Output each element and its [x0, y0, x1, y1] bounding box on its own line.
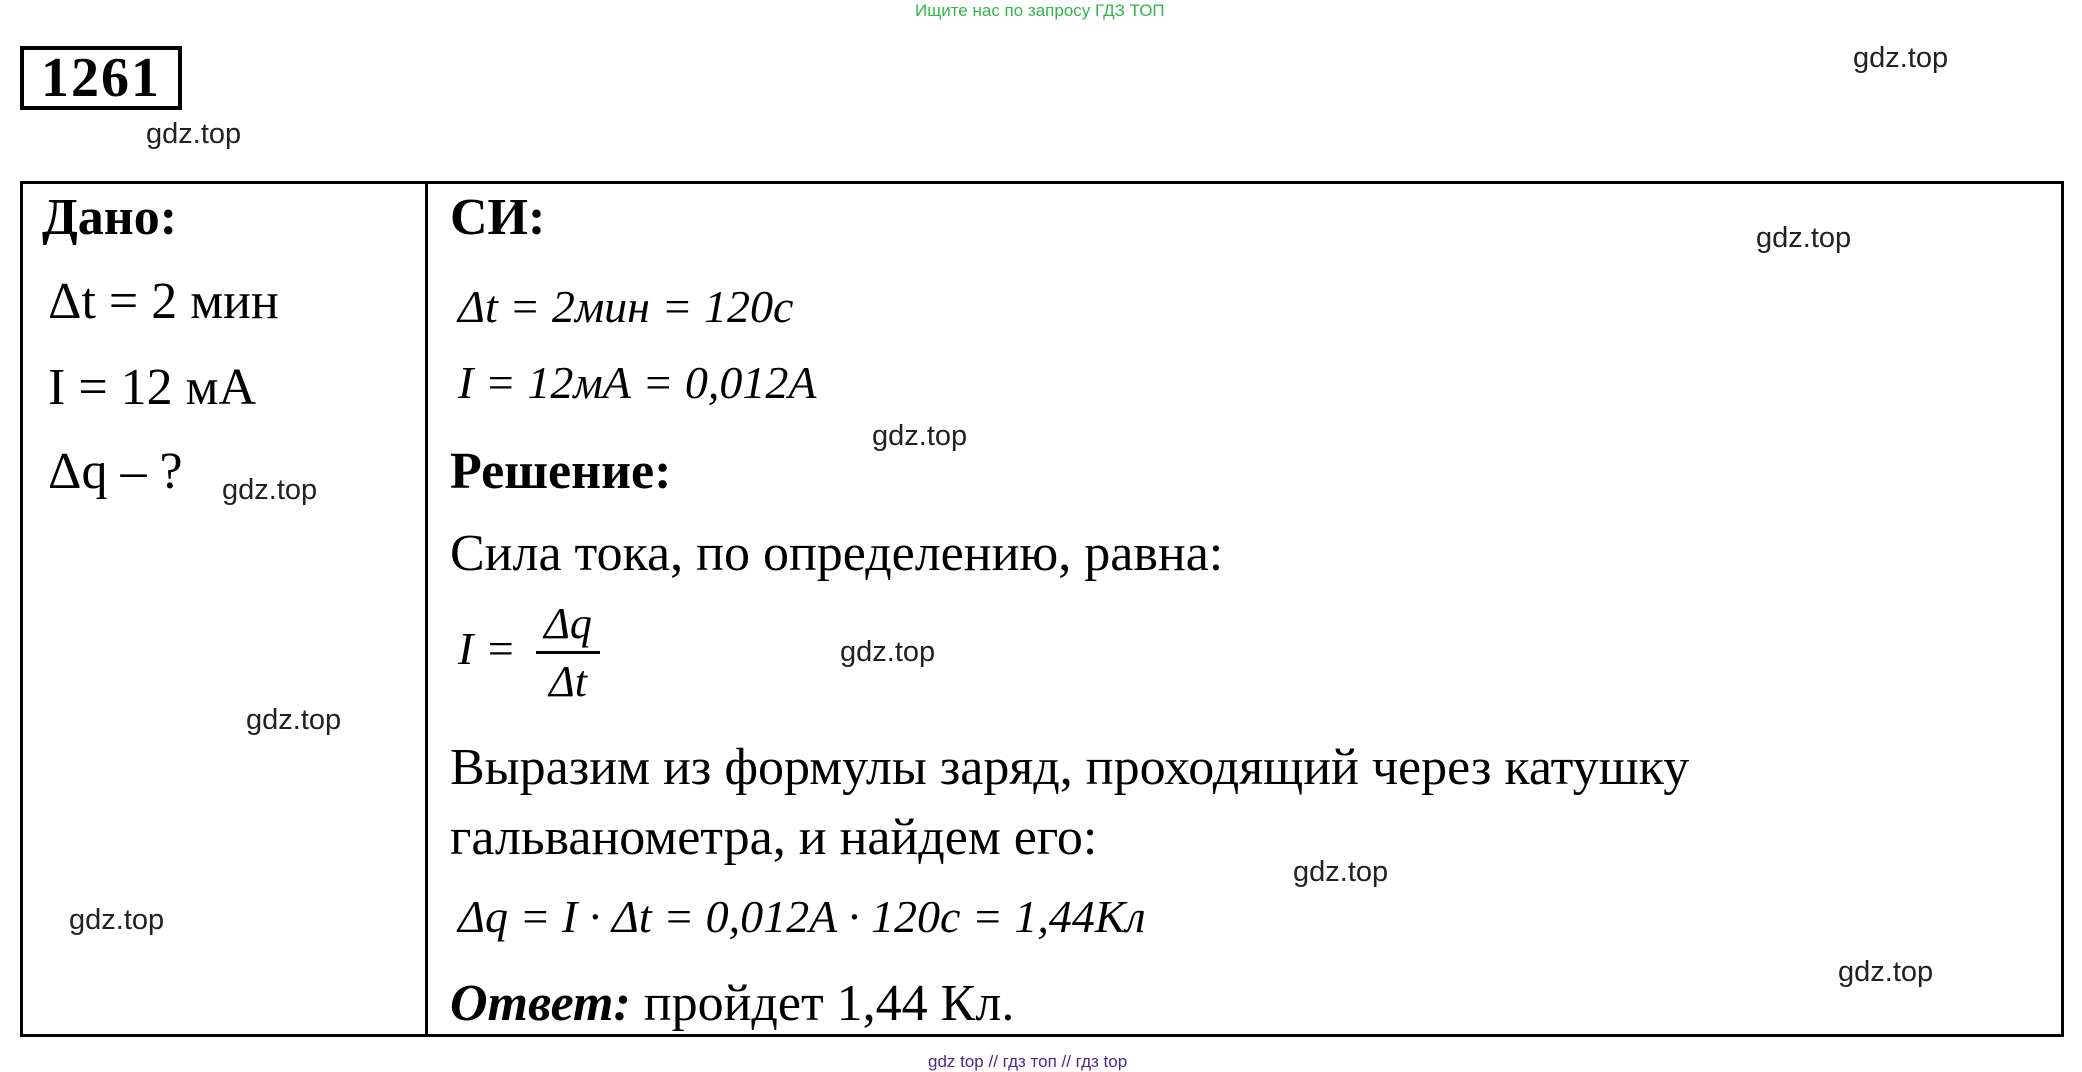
table-divider	[425, 181, 428, 1037]
si-heading: СИ:	[450, 189, 546, 246]
fraction-bar	[536, 651, 600, 654]
given-heading: Дано:	[42, 189, 178, 246]
watermark: gdz.top	[222, 474, 318, 506]
watermark: gdz.top	[146, 118, 242, 150]
given-line-time: Δt = 2 мин	[48, 273, 279, 330]
problem-number: 1261	[20, 46, 182, 110]
solution-definition-text: Сила тока, по определению, равна:	[450, 525, 1224, 582]
bottom-banner[interactable]: gdz top // гдз топ // гдз top	[928, 1052, 1128, 1071]
answer-label: Ответ:	[450, 975, 631, 1032]
watermark: gdz.top	[1853, 42, 1949, 74]
solution-express-line2: гальванометра, и найдем его:	[450, 809, 1098, 866]
formula-numerator: Δq	[544, 599, 592, 648]
watermark: gdz.top	[872, 420, 968, 452]
formula-denominator: Δt	[548, 657, 588, 706]
given-line-unknown: Δq – ?	[48, 443, 183, 500]
formula-lhs: I =	[458, 623, 516, 674]
watermark: gdz.top	[69, 904, 165, 936]
top-banner[interactable]: Ищите нас по запросу ГДЗ ТОП	[915, 1, 1165, 20]
watermark: gdz.top	[840, 636, 936, 668]
si-line-time: Δt = 2мин = 120с	[458, 281, 794, 332]
answer-text: пройдет 1,44 Кл.	[630, 975, 1015, 1032]
formula-fraction	[536, 598, 600, 707]
solution-result: Δq = I · Δt = 0,012A · 120с = 1,44Кл	[458, 891, 1146, 942]
given-line-current: I = 12 мА	[48, 359, 257, 416]
watermark: gdz.top	[246, 704, 342, 736]
watermark: gdz.top	[1293, 856, 1389, 888]
solution-heading: Решение:	[450, 443, 672, 500]
watermark: gdz.top	[1756, 222, 1852, 254]
answer-line	[450, 974, 1014, 1033]
solution-express-line1: Выразим из формулы заряд, проходящий через катушку	[450, 739, 1690, 796]
si-line-current: I = 12мА = 0,012A	[458, 357, 817, 408]
watermark: gdz.top	[1838, 956, 1934, 988]
